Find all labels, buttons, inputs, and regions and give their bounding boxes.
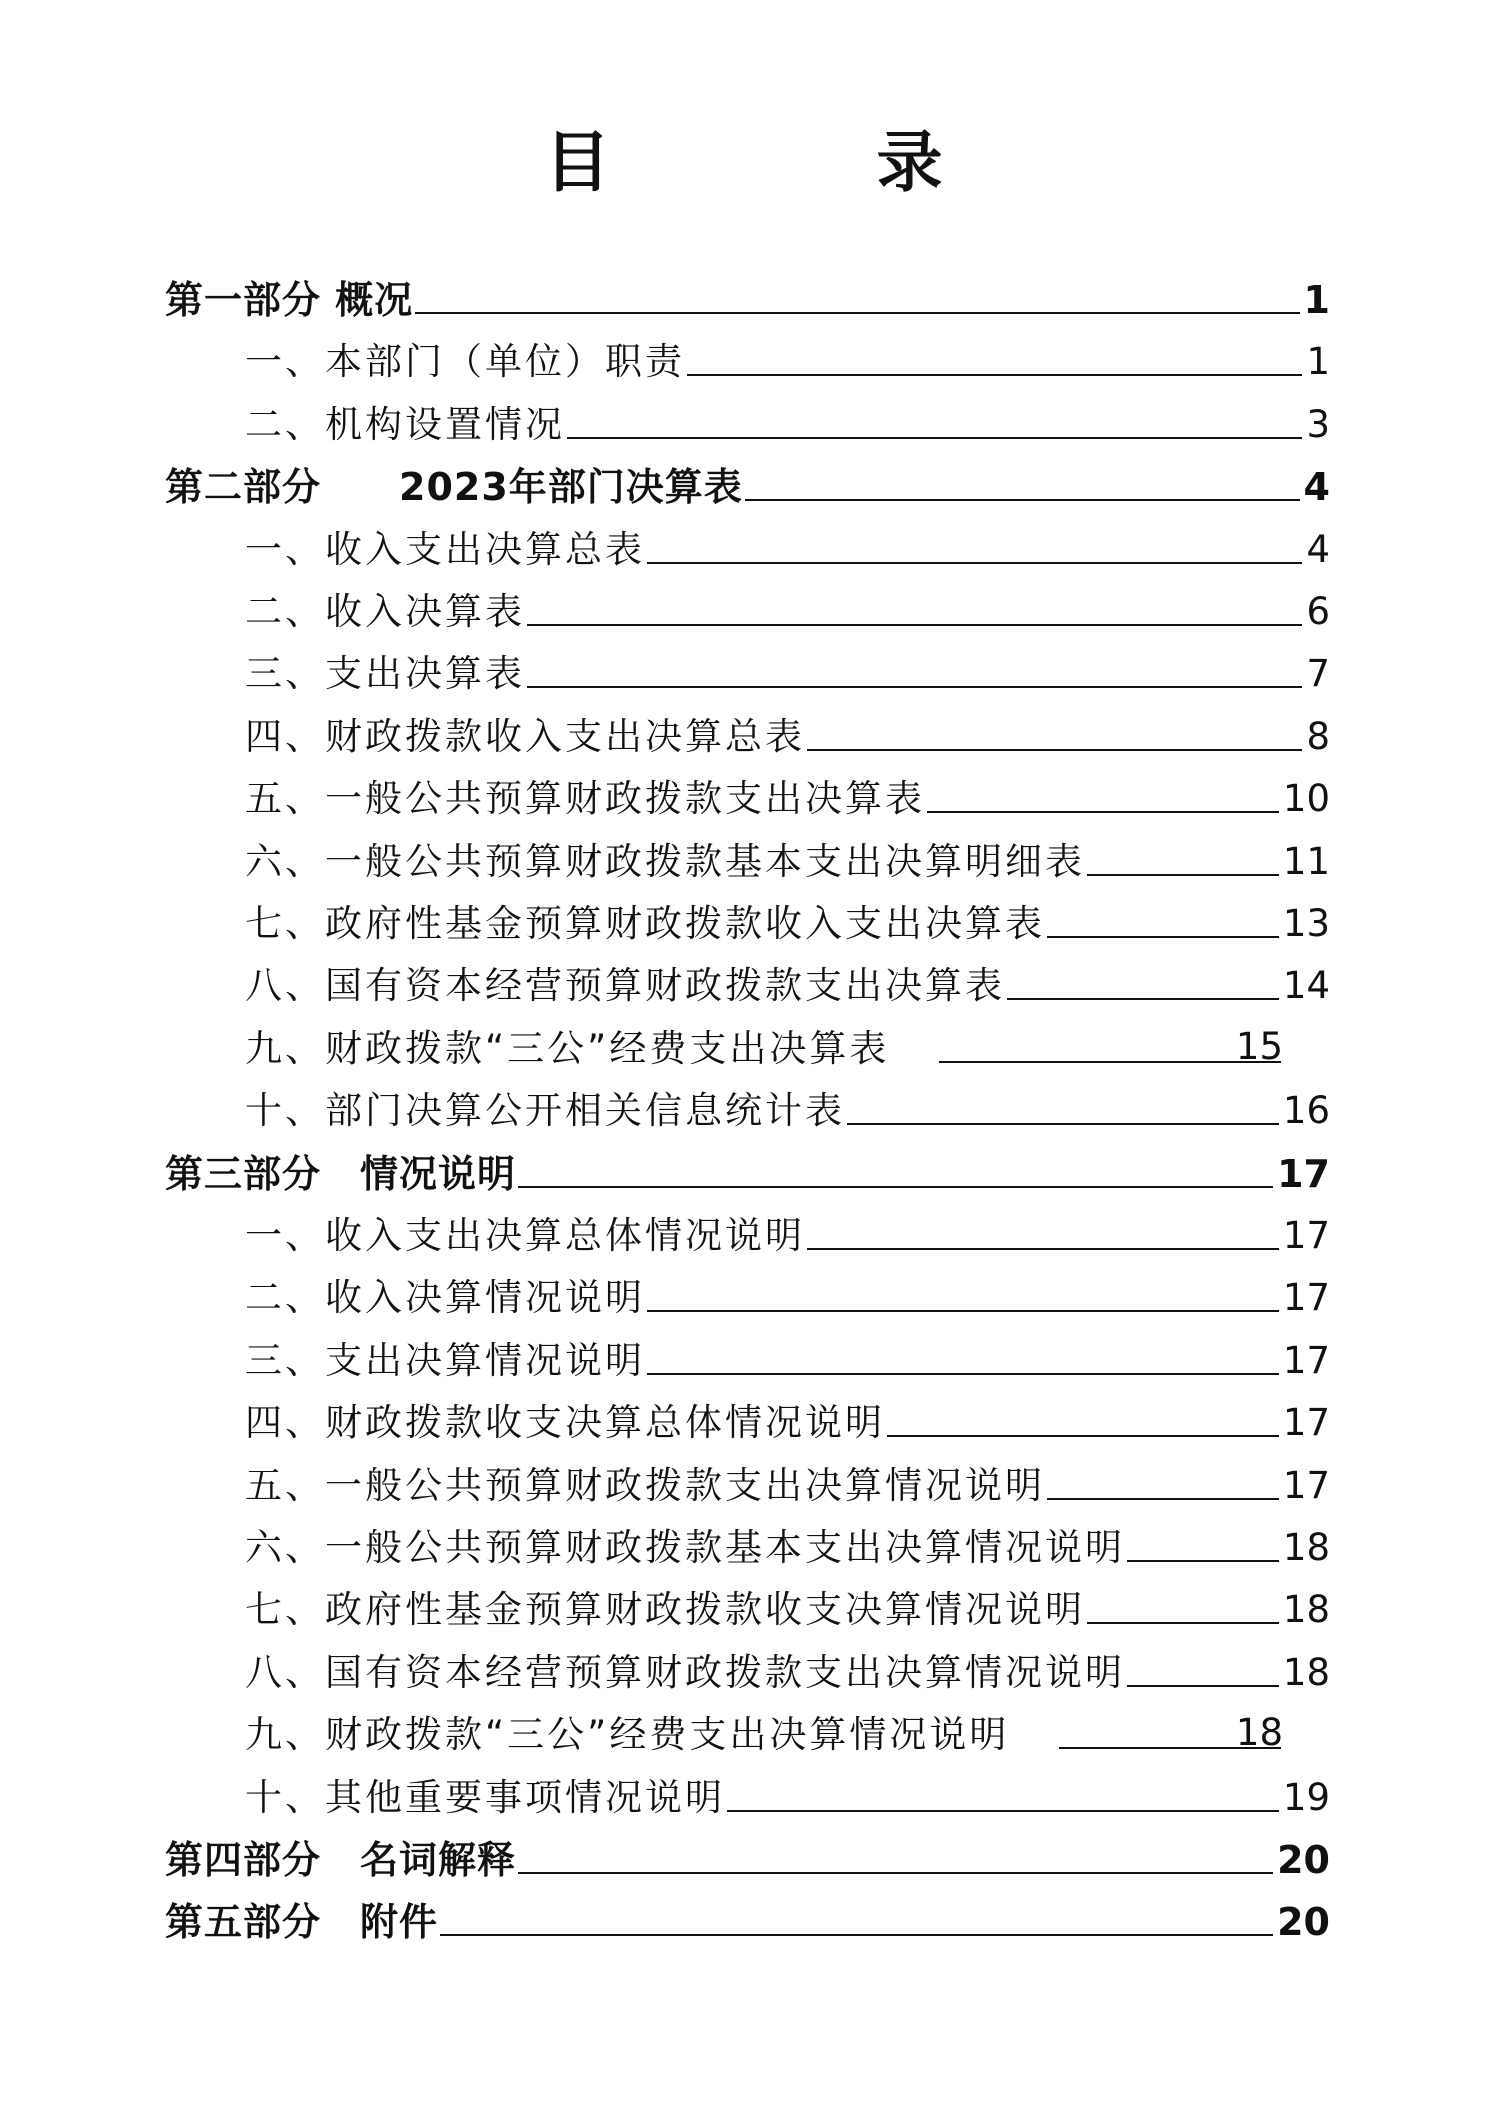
toc-entry-label: 七、政府性基金预算财政拨款收支决算情况说明 (245, 1588, 1085, 1631)
toc-entry-page: 16 (1282, 1089, 1330, 1132)
toc-entry-label: 九、财政拨款“三公”经费支出决算表 (245, 1027, 890, 1070)
toc-entry-label: 一、本部门（单位）职责 (245, 340, 685, 383)
leader-line (647, 1373, 1279, 1375)
toc-entry-label: 八、国有资本经营预算财政拨款支出决算表 (245, 964, 1005, 1007)
leader-line (527, 686, 1302, 688)
leader-line (1047, 936, 1279, 938)
leader-line (1127, 1560, 1279, 1562)
toc-entry-label: 八、国有资本经营预算财政拨款支出决算情况说明 (245, 1651, 1125, 1694)
toc-entry-part1[interactable] (165, 260, 1330, 324)
toc-entry[interactable] (245, 946, 1330, 1010)
leader-line (1127, 1685, 1279, 1687)
toc-entry-page: 18 (1235, 1711, 1283, 1754)
toc-entry[interactable] (245, 1383, 1330, 1447)
toc-entry-part4[interactable] (165, 1820, 1330, 1884)
toc-entry-part5[interactable] (165, 1882, 1330, 1946)
toc-entry-label: 六、一般公共预算财政拨款基本支出决算明细表 (245, 840, 1085, 883)
toc-entry-page: 4 (1306, 528, 1330, 571)
toc-entry[interactable] (245, 1071, 1330, 1135)
toc-entry-page: 17 (1282, 1214, 1330, 1257)
toc-entry-page: 17 (1277, 1152, 1330, 1196)
toc-entry[interactable] (245, 884, 1330, 948)
toc-entry-label: 一、收入支出决算总表 (245, 528, 645, 571)
leader-line (807, 749, 1302, 751)
toc-entry[interactable] (245, 634, 1330, 698)
leader-line (939, 1061, 1281, 1063)
toc-entry[interactable] (245, 572, 1330, 636)
toc-entry-page: 1 (1306, 340, 1330, 383)
toc-entry-page: 18 (1282, 1588, 1330, 1631)
toc-entry-label: 四、财政拨款收入支出决算总表 (245, 715, 805, 758)
leader-line (1047, 1498, 1279, 1500)
toc-entry[interactable] (245, 1009, 1285, 1073)
toc-entry-label: 第二部分 2023年部门决算表 (165, 465, 743, 509)
toc-entry-page: 19 (1282, 1776, 1330, 1819)
toc-entry[interactable] (245, 1258, 1330, 1322)
toc-entry[interactable] (245, 1196, 1330, 1260)
toc-entry-label: 四、财政拨款收支决算总体情况说明 (245, 1401, 885, 1444)
toc-entry-label: 三、支出决算情况说明 (245, 1339, 645, 1382)
leader-line (527, 624, 1302, 626)
toc-entry-label: 第四部分 名词解释 (165, 1838, 517, 1882)
toc-entry-label: 一、收入支出决算总体情况说明 (245, 1214, 805, 1257)
leader-line (847, 1123, 1279, 1125)
toc-entry[interactable] (245, 822, 1330, 886)
toc-entry[interactable] (245, 322, 1330, 386)
toc-entry-page: 13 (1282, 902, 1330, 945)
toc-entry-label: 七、政府性基金预算财政拨款收入支出决算表 (245, 902, 1045, 945)
leader-line (807, 1248, 1279, 1250)
toc-entry-page: 14 (1282, 964, 1330, 1007)
toc-entry-page: 17 (1282, 1401, 1330, 1444)
leader-line (1007, 998, 1279, 1000)
leader-line (1087, 874, 1279, 876)
toc-entry-label: 五、一般公共预算财政拨款支出决算情况说明 (245, 1464, 1045, 1507)
toc-entry-page: 17 (1282, 1276, 1330, 1319)
toc-entry-page: 1 (1303, 278, 1330, 322)
leader-line (687, 374, 1302, 376)
toc-entry-page: 8 (1306, 715, 1330, 758)
toc-entry-label: 第五部分 附件 (165, 1900, 439, 1944)
toc-entry-part2[interactable] (165, 447, 1330, 511)
toc-entry[interactable] (245, 1695, 1285, 1759)
toc-entry[interactable] (245, 1321, 1330, 1385)
toc-entry-label: 二、收入决算表 (245, 590, 525, 633)
leader-line (1087, 1622, 1279, 1624)
leader-line (415, 312, 1299, 314)
toc-entry[interactable] (245, 510, 1330, 574)
toc-entry-page: 20 (1277, 1900, 1330, 1944)
leader-line (518, 1872, 1273, 1874)
leader-line (647, 1310, 1279, 1312)
toc-entry-label: 二、收入决算情况说明 (245, 1276, 645, 1319)
toc-entry[interactable] (245, 1633, 1330, 1697)
toc-entry-page: 10 (1282, 777, 1330, 820)
toc-entry[interactable] (245, 385, 1330, 449)
toc-entry-page: 18 (1282, 1526, 1330, 1569)
leader-line (887, 1435, 1279, 1437)
table-of-contents (0, 260, 1487, 1960)
toc-entry-label: 第一部分 概况 (165, 278, 414, 322)
toc-entry[interactable] (245, 1508, 1330, 1572)
toc-entry-label: 二、机构设置情况 (245, 403, 565, 446)
leader-line (567, 437, 1302, 439)
toc-entry-part3[interactable] (165, 1134, 1330, 1198)
leader-line (440, 1934, 1273, 1936)
toc-entry-page: 7 (1306, 652, 1330, 695)
toc-entry-label: 三、支出决算表 (245, 652, 525, 695)
toc-entry-label: 第三部分 情况说明 (165, 1152, 517, 1196)
toc-entry[interactable] (245, 1758, 1330, 1822)
toc-entry[interactable] (245, 759, 1330, 823)
page-title: 目 录 (544, 124, 1043, 201)
toc-entry[interactable] (245, 1446, 1330, 1510)
leader-line (927, 811, 1279, 813)
toc-entry[interactable] (245, 1570, 1330, 1634)
leader-line (727, 1810, 1279, 1812)
toc-entry-label: 九、财政拨款“三公”经费支出决算情况说明 (245, 1713, 1010, 1756)
toc-entry-page: 3 (1306, 403, 1330, 446)
leader-line (745, 499, 1300, 501)
toc-entry-label: 十、其他重要事项情况说明 (245, 1776, 725, 1819)
toc-entry-page: 4 (1303, 465, 1330, 509)
leader-line (518, 1186, 1273, 1188)
toc-entry-page: 17 (1282, 1464, 1330, 1507)
toc-entry-page: 11 (1282, 840, 1330, 883)
toc-entry-label: 六、一般公共预算财政拨款基本支出决算情况说明 (245, 1526, 1125, 1569)
toc-entry-page: 20 (1277, 1838, 1330, 1882)
toc-entry-page: 18 (1282, 1651, 1330, 1694)
toc-entry-page: 15 (1235, 1025, 1283, 1068)
leader-line (647, 562, 1302, 564)
toc-entry-page: 17 (1282, 1339, 1330, 1382)
toc-entry-label: 十、部门决算公开相关信息统计表 (245, 1089, 845, 1132)
toc-entry-page: 6 (1306, 590, 1330, 633)
toc-entry-label: 五、一般公共预算财政拨款支出决算表 (245, 777, 925, 820)
toc-entry[interactable] (245, 697, 1330, 761)
